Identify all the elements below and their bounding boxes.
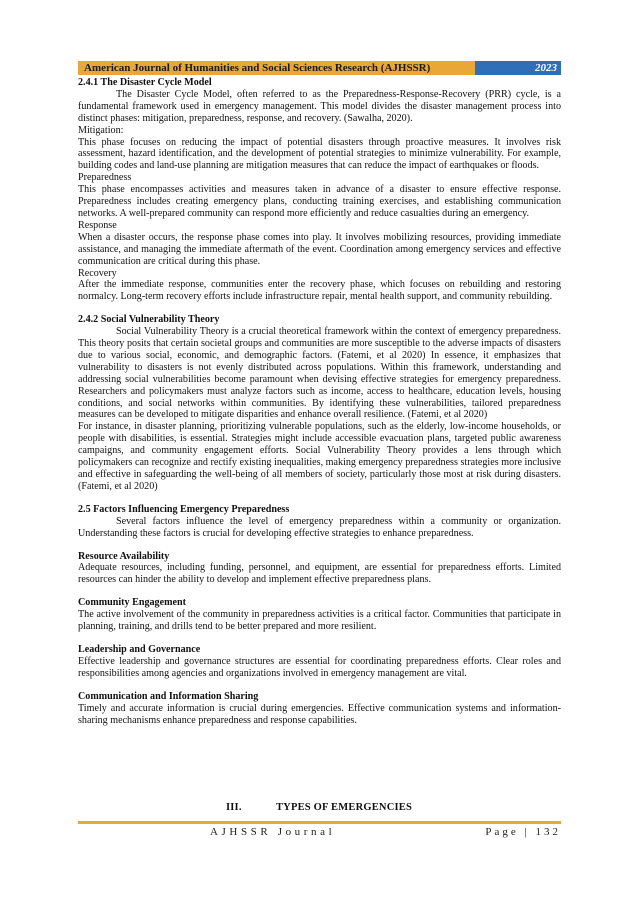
subheading-preparedness: Preparedness	[78, 172, 132, 184]
page-footer	[78, 826, 561, 840]
paragraph: Timely and accurate information is crucial during emergencies. Effective communication systems and information-sharing mechanisms enhance preparedness and response capabilities.	[78, 702, 561, 726]
section-heading-2-4-1: 2.4.1 The Disaster Cycle Model	[78, 77, 212, 88]
journal-header	[78, 61, 561, 75]
section-title-iii	[0, 802, 638, 813]
section-heading-2-5: 2.5 Factors Influencing Emergency Preparedness	[78, 503, 290, 515]
paragraph: The active involvement of the community in preparedness activities is a critical factor. Communities that participate in planning, training, and drills tend to be better prepared and more resilient.	[78, 609, 561, 633]
paragraph: The Disaster Cycle Model, often referred to as the Preparedness-Response-Recovery (PRR) cycle, is a fundamental framework used in emergency management. This model divides the disaster management process into distinct phases: mitigation, preparedness, response, and recovery. (Sawalha, 2020).	[78, 88, 561, 124]
footer-journal: AJHSSR Journal	[210, 826, 336, 838]
paragraph: Adequate resources, including funding, personnel, and equipment, are essential for preparedness efforts. Limited resources can hinder the ability to develop and implement effective preparedness plans.	[78, 562, 561, 586]
paragraph: Social Vulnerability Theory is a crucial theoretical framework within the context of emergency preparedness. This theory posits that certain societal groups and communities are more susceptible to the adverse impacts of disasters due to various social, economic, and demographic factors. (Fatemi, et al 2020) In essence, it emphasizes that vulnerability to disasters is not evenly distributed across populations. Within this framework, understanding and addressing social vulnerabilities become paramount when devising effective strategies for emergency preparedness. Researchers and policymakers must analyze factors such as income, access to healthcare, education levels, housing conditions, and social networks within communities. By identifying these vulnerabilities, tailored preparedness measures can be developed to mitigate disparities and enhance overall resilience. (Fatemi, et al 2020)	[78, 326, 561, 421]
subheading-response: Response	[78, 219, 117, 231]
subheading-leadership-governance: Leadership and Governance	[78, 643, 201, 655]
paragraph: Several factors influence the level of emergency preparedness within a community or organization. Understanding these factors is crucial for developing effective strategies to enhance preparedness.	[78, 515, 561, 539]
subheading-mitigation: Mitigation:	[78, 124, 124, 136]
journal-title: American Journal of Humanities and Social Sciences Research (AJHSSR)	[84, 62, 431, 74]
page-number: Page | 132	[485, 826, 561, 838]
journal-year: 2023	[475, 61, 561, 75]
subheading-community-engagement: Community Engagement	[78, 597, 186, 609]
paragraph: For instance, in disaster planning, prioritizing vulnerable populations, such as the elderly, low-income households, or people with disabilities, is essential. Strategies might include accessible evacuation plans, targeted public awareness campaigns, and community engagement efforts. Social Vulnerability Theory provides a lens through which policymakers can recognize and rectify existing inequalities, making emergency preparedness strategies more inclusive and effective in safeguarding the well-being of all members of society, particularly those most at risk during disasters. (Fatemi, et al 2020)	[78, 421, 561, 492]
paragraph: When a disaster occurs, the response phase comes into play. It involves mobilizing resources, providing immediate assistance, and managing the immediate aftermath of the event. Coordination among emergency services and effective communication are critical during this phase.	[78, 231, 561, 267]
section-heading-2-4-2: 2.4.2 Social Vulnerability Theory	[78, 314, 220, 326]
subheading-recovery: Recovery	[78, 267, 117, 279]
paragraph: After the immediate response, communities enter the recovery phase, which focuses on rebuilding and restoring normalcy. Long-term recovery efforts include infrastructure repair, mental health support, and community rebuilding.	[78, 279, 561, 303]
section-number: III.	[225, 802, 242, 813]
article-body	[78, 77, 561, 726]
paragraph: This phase focuses on reducing the impact of potential disasters through proactive measures. It involves risk assessment, hazard identification, and the development of potential strategies to minimize vulnerability. For example, building codes and land-use planning are mitigation measures that can reduce the impact of earthquakes or floods.	[78, 136, 561, 172]
footer-divider	[78, 821, 561, 824]
subheading-communication: Communication and Information Sharing	[78, 690, 259, 702]
subheading-resource-availability: Resource Availability	[78, 550, 170, 562]
section-title-text: TYPES OF EMERGENCIES	[275, 802, 413, 813]
paragraph: Effective leadership and governance structures are essential for coordinating preparedness efforts. Clear roles and responsibilities among agencies and organizations involved in emergency management are vital.	[78, 655, 561, 679]
paragraph: This phase encompasses activities and measures taken in advance of a disaster to ensure effective response. Preparedness includes creating emergency plans, conducting training exercises, and establishing communication networks. A well-prepared community can respond more efficiently and reduce casualties during an emergency.	[78, 184, 561, 219]
